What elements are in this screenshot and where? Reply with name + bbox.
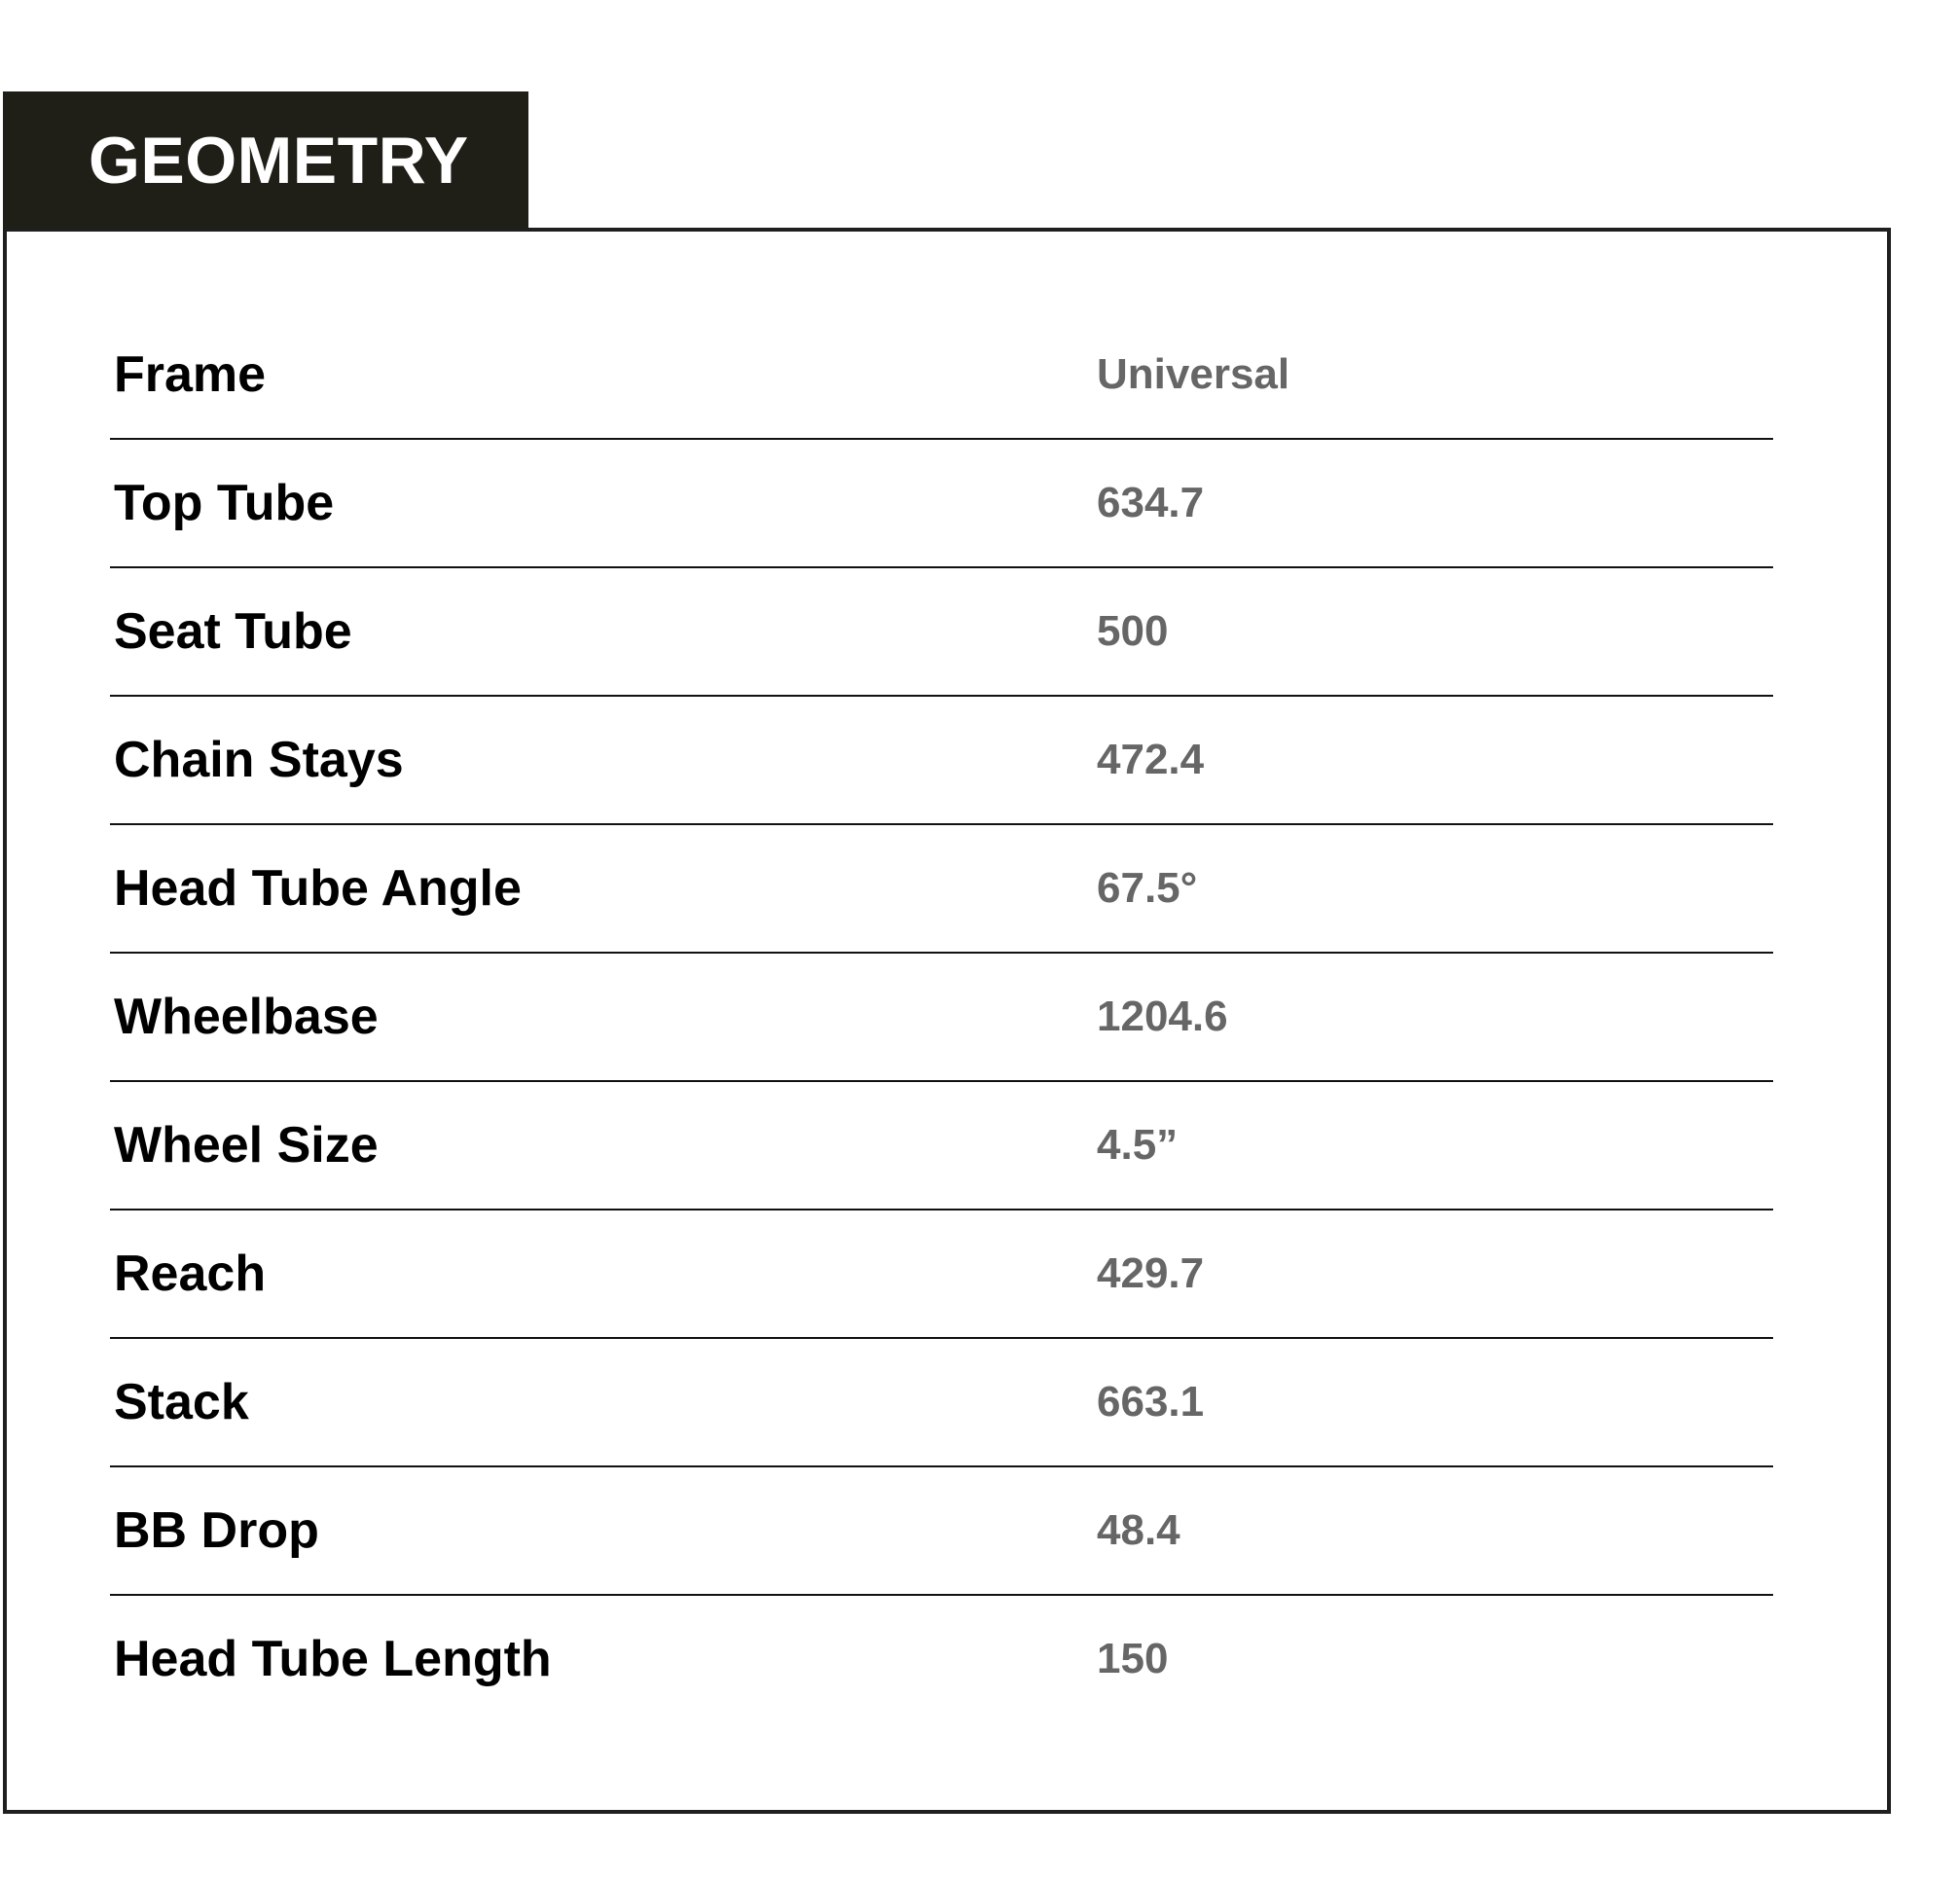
spec-value: 429.7 <box>1097 1249 1205 1297</box>
spec-label: Reach <box>114 1246 267 1302</box>
spec-value: 1204.6 <box>1097 993 1228 1040</box>
spec-row-reach <box>110 1211 1773 1339</box>
spec-value: Universal <box>1097 350 1290 398</box>
spec-value: 634.7 <box>1097 479 1205 526</box>
spec-value: 500 <box>1097 607 1169 655</box>
spec-value: 4.5” <box>1097 1121 1179 1169</box>
spec-row-head-tube-angle <box>110 825 1773 954</box>
spec-label: Head Tube Length <box>114 1631 552 1687</box>
geometry-spec-list <box>110 311 1773 1724</box>
section-title: GEOMETRY <box>89 124 469 198</box>
spec-label: BB Drop <box>114 1502 319 1559</box>
spec-value: 150 <box>1097 1635 1169 1682</box>
spec-row-chain-stays <box>110 697 1773 825</box>
spec-label: Wheel Size <box>114 1117 379 1174</box>
spec-label: Frame <box>114 346 267 403</box>
spec-label: Wheelbase <box>114 989 379 1045</box>
spec-label: Top Tube <box>114 475 335 531</box>
spec-row-seat-tube <box>110 568 1773 697</box>
spec-label: Head Tube Angle <box>114 860 522 917</box>
spec-label: Stack <box>114 1374 249 1430</box>
spec-value: 48.4 <box>1097 1506 1180 1554</box>
spec-row-frame <box>110 311 1773 440</box>
spec-row-wheelbase <box>110 954 1773 1082</box>
spec-label: Seat Tube <box>114 603 352 660</box>
spec-row-top-tube <box>110 440 1773 568</box>
section-header-tab <box>3 91 528 231</box>
spec-row-stack <box>110 1339 1773 1467</box>
spec-row-wheel-size <box>110 1082 1773 1211</box>
spec-row-head-tube-length <box>110 1596 1773 1724</box>
spec-label: Chain Stays <box>114 732 404 788</box>
spec-value: 663.1 <box>1097 1378 1205 1426</box>
spec-row-bb-drop <box>110 1467 1773 1596</box>
spec-value: 67.5° <box>1097 864 1198 912</box>
spec-value: 472.4 <box>1097 736 1205 783</box>
